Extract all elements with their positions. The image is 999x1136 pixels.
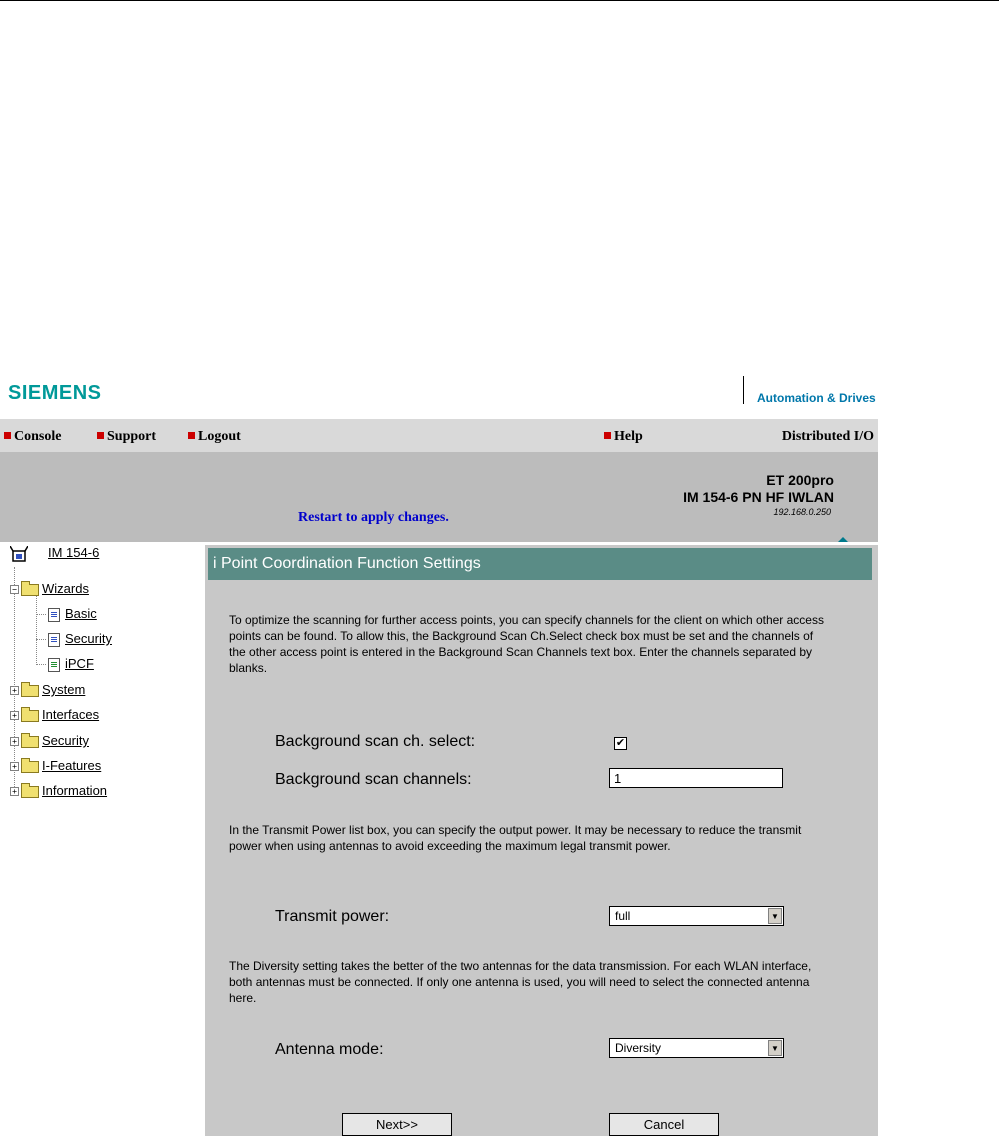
- expand-icon[interactable]: +: [10, 686, 19, 695]
- device-ip: 192.168.0.250: [773, 507, 831, 517]
- device-banner: [0, 452, 878, 542]
- tree-information-link[interactable]: Information: [42, 783, 108, 798]
- nav-logout-link[interactable]: [188, 429, 241, 445]
- nav-support-label: Support: [107, 429, 157, 444]
- transmit-power-value: full: [615, 909, 631, 923]
- cancel-button[interactable]: Cancel: [609, 1113, 719, 1136]
- tree-ifeatures-link[interactable]: I-Features: [42, 758, 102, 773]
- tree-basic-link[interactable]: Basic: [65, 606, 97, 621]
- siemens-logo: SIEMENS: [8, 382, 102, 404]
- collapse-icon[interactable]: −: [10, 585, 19, 594]
- restart-notice-link[interactable]: Restart to apply changes.: [298, 510, 449, 525]
- transmit-power-label: Transmit power:: [275, 908, 390, 925]
- page-title: i Point Coordination Function Settings: [208, 548, 872, 580]
- page-icon: [48, 633, 60, 647]
- expand-icon[interactable]: +: [10, 711, 19, 720]
- red-square-icon: [97, 432, 104, 439]
- tree-node-root[interactable]: [10, 545, 99, 563]
- page-icon: [48, 608, 60, 622]
- antenna-mode-label: Antenna mode:: [275, 1041, 384, 1058]
- tree-node-ifeatures[interactable]: [10, 758, 101, 776]
- tree-node-interfaces[interactable]: [10, 707, 99, 725]
- tree-node-security-wizard[interactable]: [36, 631, 112, 649]
- tree-connector: [36, 664, 46, 665]
- expand-icon[interactable]: +: [10, 762, 19, 771]
- tree-security-wizard-link[interactable]: Security: [65, 631, 112, 646]
- tree-node-basic[interactable]: [36, 606, 97, 624]
- tree-system-link[interactable]: System: [42, 682, 86, 697]
- diversity-help-text: The Diversity setting takes the better of the two antennas for the data transmission. For each WLAN interface, both antennas must be connected. If only one antenna is used, you will need to select the connected antenna here.: [229, 959, 812, 1005]
- red-square-icon: [188, 432, 195, 439]
- tree-interfaces-link[interactable]: Interfaces: [42, 707, 100, 722]
- nav-logout-label: Logout: [198, 429, 241, 444]
- brand-tagline: Automation & Drives: [757, 391, 876, 405]
- tree-node-system[interactable]: [10, 682, 85, 700]
- red-square-icon: [604, 432, 611, 439]
- settings-panel: [205, 545, 878, 1136]
- tree-node-ipcf[interactable]: [36, 656, 94, 674]
- tree-connector: [36, 639, 46, 640]
- dropdown-arrow-icon[interactable]: ▼: [768, 1040, 782, 1056]
- device-icon: [10, 546, 28, 562]
- top-rule: [0, 0, 999, 1]
- expand-icon[interactable]: +: [10, 787, 19, 796]
- page-active-icon: [48, 658, 60, 672]
- transmit-power-select[interactable]: [609, 906, 784, 926]
- bg-select-checkbox[interactable]: ✔: [615, 737, 626, 749]
- tree-connector: [36, 614, 46, 615]
- bg-channels-input[interactable]: [609, 768, 783, 788]
- tree-node-information[interactable]: [10, 783, 107, 801]
- tree-security-link[interactable]: Security: [42, 733, 89, 748]
- nav-console-label: Console: [14, 429, 62, 444]
- tree-root-link[interactable]: IM 154-6: [48, 545, 100, 560]
- folder-open-icon: [21, 584, 39, 596]
- tree-node-wizards[interactable]: [10, 581, 89, 599]
- nav-support-link[interactable]: [97, 429, 156, 445]
- device-family: ET 200pro: [766, 472, 834, 488]
- bg-channels-label: Background scan channels:: [275, 771, 472, 788]
- power-help-text: In the Transmit Power list box, you can specify the output power. It may be necessary to reduce the transmit power when using antennas to avoid exceeding the maximum legal transmit power.: [229, 823, 802, 853]
- next-button[interactable]: Next>>: [342, 1113, 452, 1136]
- header-divider: [743, 376, 744, 404]
- folder-icon: [21, 761, 39, 773]
- bg-select-label: Background scan ch. select:: [275, 733, 476, 750]
- tree-guide-line: [36, 593, 37, 665]
- nav-help-label: Help: [614, 429, 643, 444]
- triangle-up-icon: [838, 537, 848, 542]
- nav-console-link[interactable]: [4, 429, 61, 445]
- device-model: IM 154-6 PN HF IWLAN: [683, 489, 834, 505]
- folder-icon: [21, 786, 39, 798]
- tree-wizards-link[interactable]: Wizards: [42, 581, 89, 596]
- antenna-mode-select[interactable]: [609, 1038, 784, 1058]
- folder-icon: [21, 685, 39, 697]
- expand-icon[interactable]: +: [10, 737, 19, 746]
- section-title: Distributed I/O: [781, 429, 874, 444]
- antenna-mode-value: Diversity: [615, 1041, 662, 1055]
- folder-icon: [21, 736, 39, 748]
- tree-ipcf-link[interactable]: iPCF: [65, 656, 94, 671]
- nav-help-link[interactable]: [604, 429, 643, 445]
- top-nav: [0, 419, 878, 452]
- tree-node-security[interactable]: [10, 733, 89, 751]
- folder-icon: [21, 710, 39, 722]
- red-square-icon: [4, 432, 11, 439]
- intro-text: To optimize the scanning for further access points, you can specify channels for the client on which other access points can be found. To allow this, the Background Scan Ch.Select check box must be set and the channels of the other access point is entered in the Background Scan Channels text box. Enter the channels separated by blanks.: [229, 613, 824, 675]
- dropdown-arrow-icon[interactable]: ▼: [768, 908, 782, 924]
